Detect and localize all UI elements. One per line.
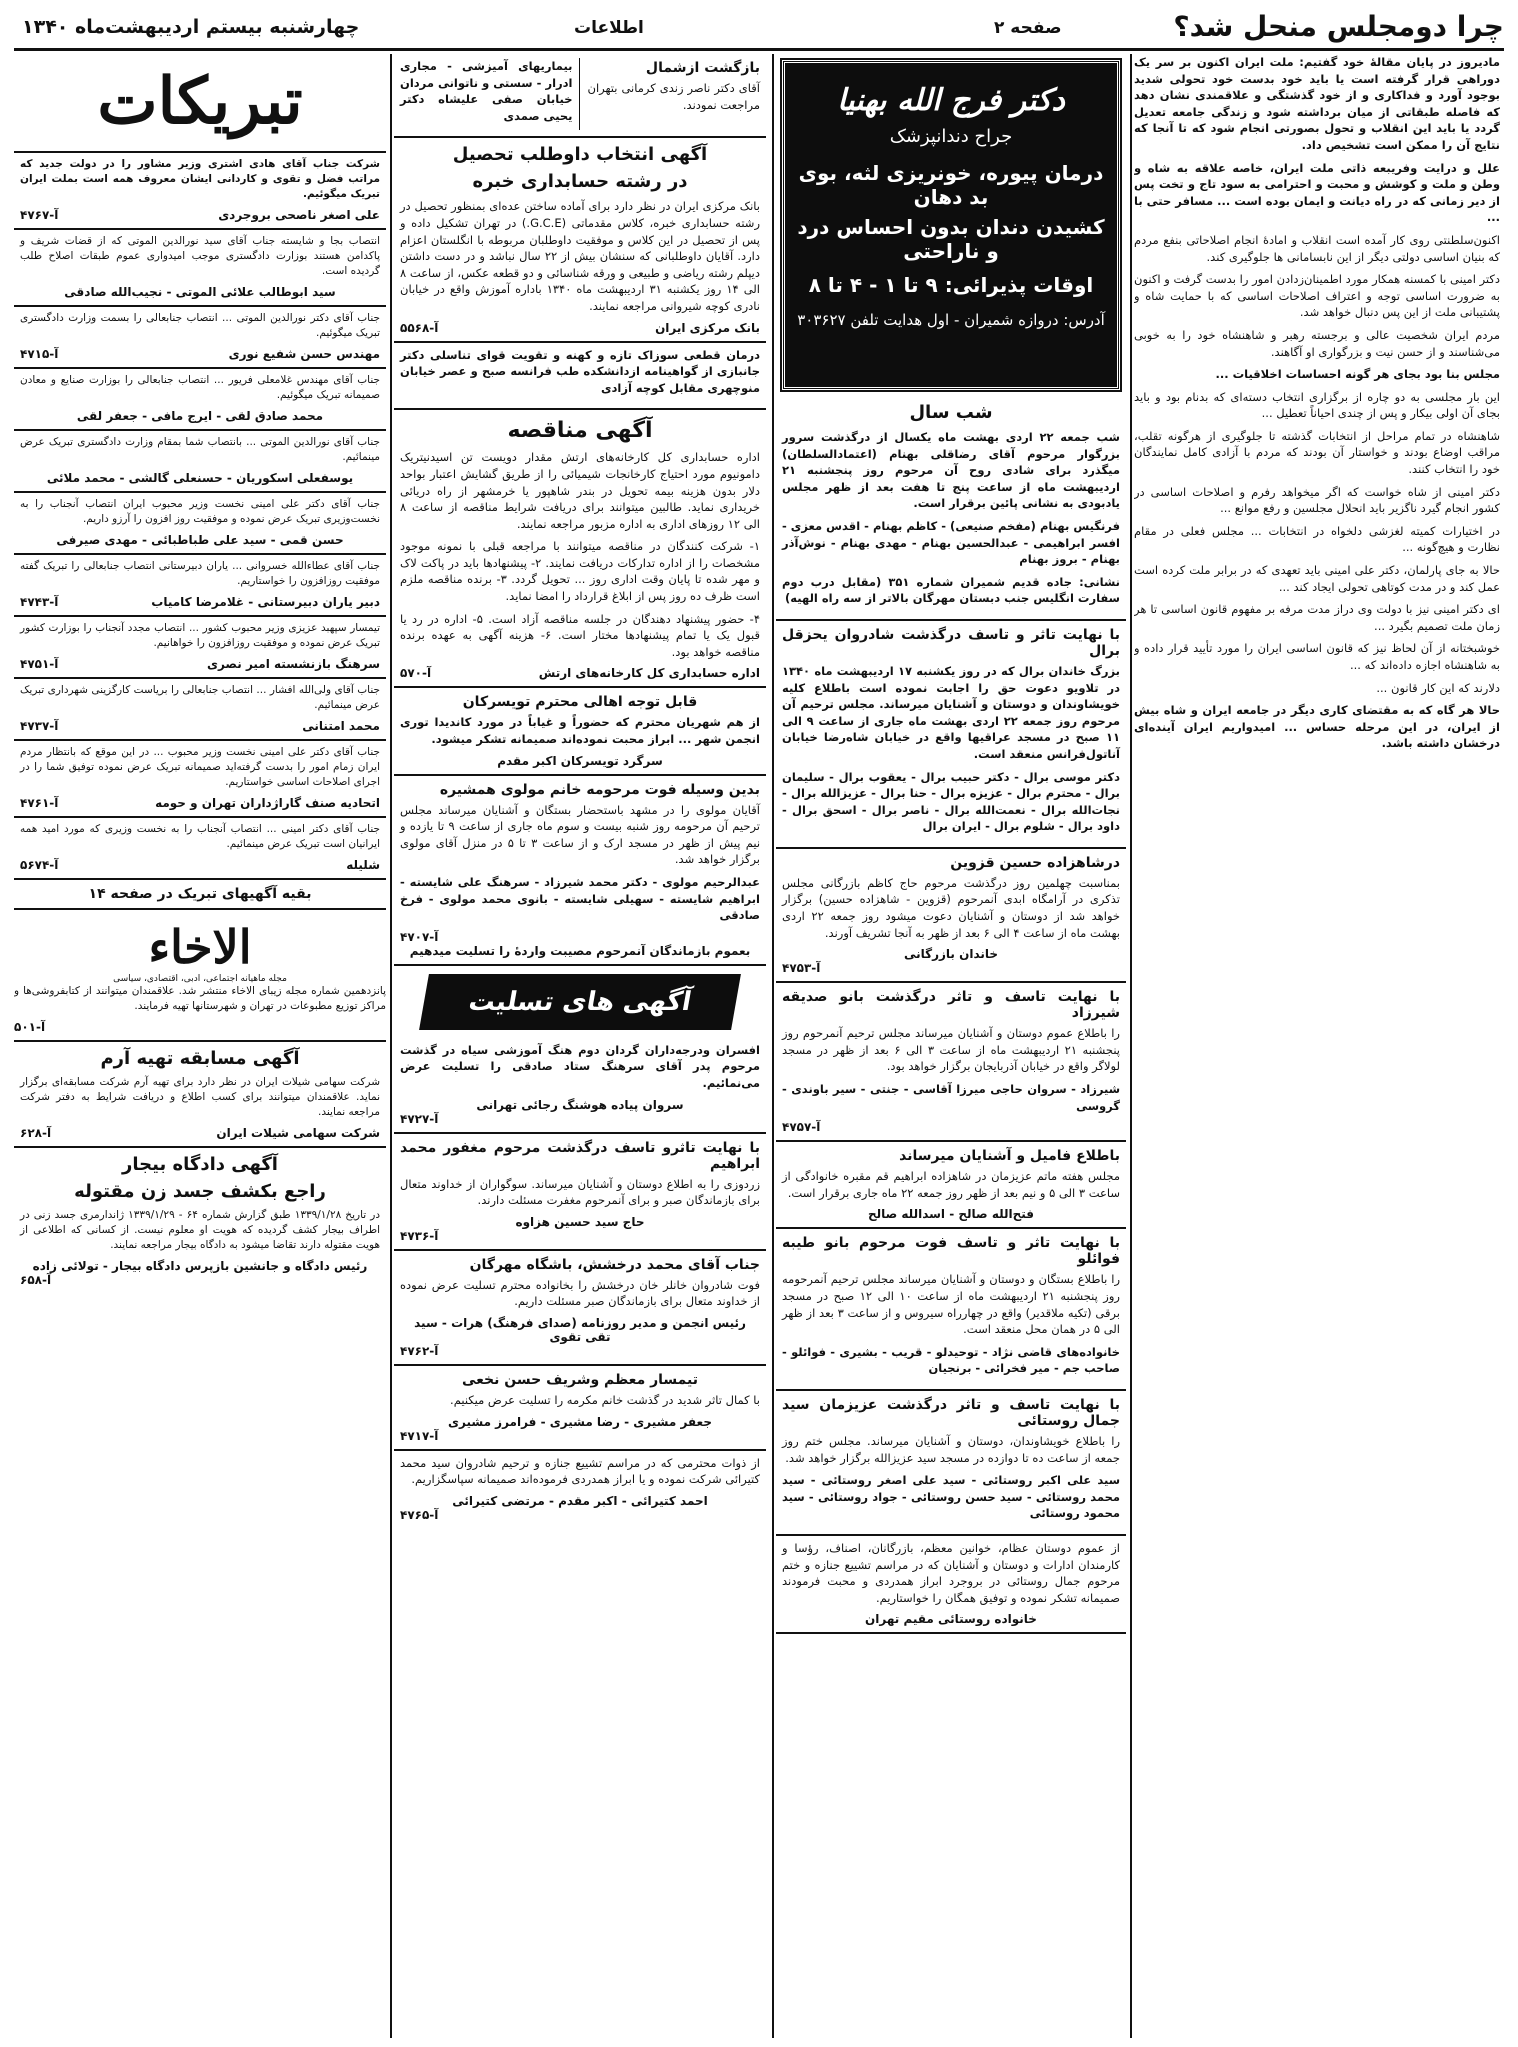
notice-body: بمناسبت چهلمین روز درگذشت مرحوم حاج کاظم بازرگانی مجلس تذکری در آرامگاه ابدی آنمرحوم (قزوین - شاهزاده حسین) برگزار خواهد شد از دوستان و آشنایان دعوت میشود روز جمعه ۲۲ اردی بهشت ماه از ساعت ۴ الی ۶ بعد از ظهر به آنجا تشریف آورند. — [782, 875, 1120, 940]
notice-names: شیرزاد - سروان حاجی میرزا آقاسی - جنتی - سیر باوندی - گروسی — [782, 1082, 1120, 1113]
magazine-tagline: مجله ماهیانه اجتماعی، ادبی، اقتصادی، سیاسی — [113, 974, 287, 984]
court-code: آ-۶۵۸ — [20, 1273, 52, 1287]
congrats-notice — [14, 617, 386, 679]
notice — [776, 1391, 1126, 1536]
dentist-services-2: کشیدن دندان بدون احساس درد و ناراحتی — [797, 215, 1105, 263]
notice-body: زردوزی را به اطلاع دوستان و آشنایان میرساند. سوگواران از خداوند متعال برای بازماندگان صبر و برای آنمرحوم مغفرت مسئلت دارند. — [400, 1176, 760, 1208]
advert-body: بانک مرکزی ایران در نظر دارد برای آماده ساختن عده‌ای بمنظور تحصیل در رشته حسابداری خبره، کلاس مقدماتی (G.C.E.) در تهران تشکیل داده و پس از تحصیل در این کلاس و موفقیت داوطلبان مربوطه با انگلستان اعزام دارد. آقایان داوطلبانی که سنشان بیش از ۲۲ سال نباشد و در دست داشتن دیپلم رشته ریاضی و طبیعی و ورقه شناسائی و دو قطعه عکس، از ساعت ۸ الی ۱۴ روز یکشنبه ۳۱ اردیبهشت ماه ۱۳۴۰ باداره آموزش واقع در خیابان نادری کوچه شیروانی مراجعه نمایند. — [400, 199, 761, 313]
congratulations-column — [14, 54, 386, 2038]
notice-code: آ-۴۷۵۳ — [782, 961, 821, 976]
notice — [776, 621, 1126, 849]
ads-column — [394, 54, 766, 2038]
congrats-body: جناب آقای نورالدین الموتی ... بانتصاب شما بمقام وزارت دادگستری تبریک عرض مینمائیم. — [20, 436, 380, 463]
congrats-notice — [14, 369, 386, 431]
notice-names: سید علی اکبر روستائی - سید علی اصغر روستائی - سید محمد روستائی - سید حسن روستائی - جواد روستائی - سید محمود روستائی — [782, 1473, 1120, 1521]
notice — [776, 1142, 1126, 1229]
congrats-body: جناب آقای عطاءالله خسروانی ... یاران دبیرستانی انتصاب جنابعالی را تبریک گفته موفقیت روزافزون را خواستاریم. — [20, 560, 380, 587]
congrats-body: جناب آقای مهندس غلامعلی فریور ... انتصاب جنابعالی را بوزارت صنایع و معادن صمیمانه تبریک میگوئیم. — [20, 374, 380, 401]
congrats-footer — [20, 796, 380, 810]
notice-title: با نهایت تاثر و تاسف فوت مرحوم بانو طیبه فوائلو — [782, 1235, 1120, 1268]
editorial-paragraph: علل و درایت وفریبعه ذاتی ملت ایران، خاصه علاقه به شاه و وطن و ملت و کوشش و محبت و احترامی به سود تاج و تخت پس از دیر زمانی که در راه دیانت و ایمان بوده است ... مسافر حتی با ... — [1134, 160, 1500, 225]
dentist-advert — [782, 60, 1120, 390]
contest-title: آگهی مسابقه تهیه آرم — [100, 1048, 300, 1069]
notice-body: فوت شادروان خانلر خان درخشش را بخانواده محترم تسلیت عرض نموده از خداوند متعال برای بازماندگان صبر مسئلت داریم. — [400, 1277, 760, 1309]
notice-signature: حاج سید حسین هزاوه — [515, 1214, 645, 1229]
congrats-signature: دبیر یاران دبیرستانی - غلامرضا کامیاب — [151, 595, 380, 609]
notice — [394, 1451, 766, 1528]
congrats-notice — [14, 741, 386, 818]
editorial-closing: حالا هر گاه که به مقتضای کاری دیگر در جامعه ایران و شاه بیش از ایران، در این مرحله حساس ... امیدواریم ایران آینده‌ای درخشان داشته باشد. — [1134, 703, 1500, 751]
editorial-paragraph: دلارند که این کار قانون ... — [1376, 680, 1500, 695]
magazine-body: پانزدهمین شماره مجله زیبای الاخاء منتشر شد. علاقمندان میتوانند از کتابفروشی‌ها و مراکز توزیع مطبوعات در تهران و شهرستانها تهیه فرمایند. — [14, 985, 386, 1012]
notice-code: آ-۴۷۵۷ — [782, 1120, 821, 1135]
congrats-body: جناب آقای دکتر امینی ... انتصاب آنجناب را به نخست وزیری که مورد امید همه ایرانیان است تبریک عرض مینمائیم. — [20, 823, 380, 850]
editorial-paragraph: شاهنشاه در تمام مراحل از انتخابات گذشته تا جلوگیری از هرگونه تقلب، مراقب اوضاع بودند و خواستار آن بودند که مردم با آزادی کامل نمایندگان خود را انتخاب کنند. — [1134, 428, 1500, 477]
notice-code: آ-۴۷۰۷ — [400, 929, 439, 944]
tender-code: آ-۵۷۰ — [400, 666, 432, 681]
congrats-body: انتصاب بجا و شایسته جناب آقای سید نورالدین الموتی که از قضات شریف و پاکدامن هستند بوزارت دادگستری موجب امیدواری عموم طبقات اصلاح طلب گردیده است. — [20, 235, 380, 277]
notice-names: عبدالرحیم مولوی - دکتر محمد شیرزاد - سرهنگ علی شایسته - ابراهیم شایسته - سهیلی شایسته - بانوی محمد مولوی - فرخ صادقی — [400, 875, 760, 923]
notice-signature: احمد کتیرائی - اکبر مقدم - مرتضی کتیرائی — [452, 1493, 708, 1508]
congrats-body: شرکت جناب آقای هادی اشتری وزیر مشاور را در دولت جدید که مراتب فضل و تقوی و کاردانی ایشان معروف همه است بملت ایران تبریک میگوئیم. — [20, 158, 380, 200]
notice-signature: جعفر مشیری - رضا مشیری - فرامرز مشیری — [448, 1414, 712, 1429]
congrats-footer — [20, 347, 380, 361]
notice-title: بدین وسیله فوت مرحومه خانم مولوی همشیره — [439, 781, 760, 798]
notice-body: از عموم دوستان عظام، خوانین معظم، بازرگانان، اصناف، رؤسا و کارمندان ادارات و دوستان و آشنایان که در مراسم تشییع جنازه و ختم مرحوم جمال روستائی در بروجرد ابراز همدردی و محبت فرمودند صمیمانه تشکر نموده و توفیق همگان را خواستاریم. — [782, 1540, 1120, 1605]
notice-body: مجلس هفته ماتم عزیزمان در شاهزاده ابراهیم قم مقبره خانوادگی از ساعت ۳ الی ۵ و نیم بعد از ظهر روز جمعه ۲۲ ماه جاری برقرار است. — [782, 1169, 1120, 1200]
notice — [394, 1134, 766, 1251]
congrats-signature: حسن قمی - سید علی طباطبائی - مهدی صیرفی — [56, 533, 344, 547]
congrats-code: آ-۴۷۴۳ — [20, 595, 59, 609]
editorial-paragraph: خوشبختانه از آن لحاظ نیز که قانون اساسی ایران را مورد تأیید قرار داده و به شاهنشاه اجازه داده‌اند که ... — [1134, 641, 1500, 672]
editorial-paragraph: در اختیارات کمیته لغزشی دلخواه در انتخابات ... مجلس فعلی در مقام نظارت و هیچ‌گونه ... — [1134, 523, 1500, 555]
congrats-signature: محمد صادق لقی - ایرج مافی - جعفر لقی — [76, 409, 324, 423]
congrats-code: آ-۴۷۶۷ — [20, 208, 59, 222]
congrats-code: آ-۴۷۵۱ — [20, 657, 59, 671]
court-body: در تاریخ ۱۳۳۹/۱/۲۸ طبق گزارش شماره ۶۴ - ۱۳۳۹/۱/۲۹ ژاندارمری جسد زنی در اطراف بیجار کشف گردیده که هویت او معلوم نیست. از کسانی که اطلاعی از هویت مقتوله دارند تقاضا میشود به دادگاه بیجار مراجعه نمایند. — [20, 1209, 381, 1251]
tender-signature: اداره حسابداری کل کارخانه‌های ارتش — [538, 666, 760, 681]
column-divider — [772, 54, 774, 2038]
notice-body: افسران ودرجه‌داران گردان دوم هنگ آموزشی سیاه در گذشت مرحوم پدر آقای سرهنگ ستاد صادقی را تسلیت عرض می‌نمائیم. — [400, 1042, 760, 1090]
court-notice — [14, 1148, 386, 1293]
advert-code: آ-۵۵۶۸ — [400, 320, 439, 335]
congrats-code: آ-۴۷۱۵ — [20, 347, 59, 361]
tender-footer — [400, 666, 760, 680]
newspaper-name: اطلاعات — [574, 18, 644, 38]
congrats-notice — [14, 230, 386, 307]
congrats-signature: مهندس حسن شفیع نوری — [228, 347, 380, 361]
congrats-notice — [14, 679, 386, 741]
continuation-note: بقیه آگهیهای تبریک در صفحه ۱۴ — [14, 882, 386, 910]
notice-title: با نهایت تاسف و تاثر درگذشت بانو صدیقه شیرزاد — [782, 989, 1120, 1022]
notice-code: آ-۴۷۶۲ — [400, 1343, 439, 1358]
logo-contest-advert — [14, 1042, 386, 1148]
notice-signature: خاندان بازرگانی — [903, 947, 999, 962]
dentist-specialty: جراح دندانپزشک — [889, 126, 1013, 147]
magazine-code: آ-۵۰۱ — [14, 1020, 46, 1034]
notice-title: جناب آقای محمد درخشش، باشگاه مهرگان — [469, 1256, 760, 1273]
notice-body: را باطلاع عموم دوستان و آشنایان میرساند مجلس ترحیم آنمرحوم روز پنجشنبه ۲۱ اردیبهشت ماه از ساعت ۳ الی ۶ بعد از ظهر در مسجد لولاگر واقع در خیابان آذربایجان برگزار خواهد بود. — [782, 1026, 1120, 1074]
editorial-paragraph: اکنون‌سلطنتی روی کار آمده است انقلاب و امادهٔ انجام اصلاحاتی بنفع مردم که بنیان اساسی دولتی دیگر از این نابسامانی ها جلوگیری کند. — [1134, 232, 1500, 264]
notice-title: باطلاع فامیل و آشنایان میرساند — [899, 1148, 1120, 1165]
notice-body: از هم شهریان محترم که حضوراً و غیاباً در مورد کاندیدا توری انجمن شهر ... ابراز محبت نموده‌اند صمیمانه تشکر میشود. — [400, 715, 760, 747]
advert-footer — [400, 321, 760, 335]
issue-date: چهارشنبه بیستم اردیبهشت‌ماه ۱۳۴۰ — [22, 16, 360, 38]
notice — [776, 396, 1126, 621]
congrats-signature: اتحادیه صنف گاراژداران تهران و حومه — [155, 796, 380, 810]
court-title: آگهی دادگاه بیجار — [122, 1154, 278, 1175]
notice-body: از ذوات محترمی که در مراسم تشییع جنازه و ترحیم شادروان سید محمد کتیرائی شرکت نموده و یا ابراز همدردی فرموده‌اند صمیمانه سپاسگزاریم. — [400, 1455, 760, 1487]
congrats-signature: محمد امتنانی — [302, 719, 380, 733]
advert-body: درمان قطعی سوزاک تازه و کهنه و تقویت قوای تناسلی دکتر جانبازی از گواهینامه ازدانشکده طب فرانسه صبح و عصر خیابان منوچهری مقابل کوچه آزادی — [400, 347, 760, 395]
congrats-signature: علی اصغر ناصحی بروجردی — [218, 208, 380, 222]
notice-names: خانواده‌های قاضی نژاد - توحیدلو - قریب - بشیری - فوائلو - صاحب جم - میر فخرائی - برنجیان — [782, 1344, 1120, 1376]
notice-names: دکتر موسی برال - دکتر حبیب برال - یعقوب برال - سلیمان برال - محترم برال - عزیزه برال - حنا برال - عزیزالله برال - نجات‌الله برال - نعمت‌الله برال - ناصر برال - اسحق برال - داود برال - شلوم برال - ایران برال — [782, 769, 1120, 834]
notice — [776, 1229, 1126, 1391]
congrats-notice — [14, 153, 386, 230]
congrats-footer — [20, 595, 380, 609]
court-signature: رئیس دادگاه و جانشین بازپرس دادگاه بیجار - تولائی زاده — [32, 1259, 368, 1273]
notice-body: با کمال تاثر شدید در گذشت خانم مکرمه را تسلیت عرض میکنیم. — [450, 1392, 760, 1407]
tender-title: آگهی مناقصه — [507, 418, 653, 444]
dentist-name: دکتر فرج الله بهنیا — [837, 83, 1065, 118]
dentist-hours: اوقات پذیرائی: ۹ تا ۱ - ۴ تا ۸ — [808, 273, 1094, 297]
dentist-address: آدرس: دروازه شمیران - اول هدایت تلفن ۳۰۳۶۲۷ — [797, 311, 1105, 329]
notice — [776, 849, 1126, 983]
notice — [394, 688, 766, 775]
editorial-paragraph: این بار مجلسی به دو چاره از برگزاری انتخاب دسته‌ای که بدنام بود و باید بجای آن اولی بیکار و پس از چندی احیاناً تعطیل ... — [1134, 389, 1500, 421]
congrats-signature: سرهنگ بازنشسته امیر نصری — [206, 657, 380, 671]
congrats-signature: شلیله — [346, 858, 380, 872]
notice-title: درشاهزاده حسین قزوین — [950, 854, 1120, 871]
column-divider — [1130, 54, 1132, 2038]
condolence-banner: آگهی های تسلیت — [419, 974, 741, 1030]
notice-code: آ-۴۷۶۵ — [400, 1507, 439, 1522]
court-subtitle: راجع بکشف جسد زن مقتوله — [74, 1181, 326, 1202]
notice-signature: سرگرد تویسرکان اکبر مقدم — [497, 753, 663, 768]
clinic-advert — [394, 343, 766, 411]
notice-signature: رئیس انجمن و مدیر روزنامه (صدای فرهنگ) هرات - سید تقی تقوی — [414, 1315, 746, 1344]
notice-body: آقایان مولوی را در مشهد باستحضار بستگان و آشنایان میرساند مجلس ترحیم آن مرحومه روز شنبه بیست و سوم ماه جاری از ساعت ۹ تا یازده و نیم پیش از ظهر در مسجد ارک و از ساعت ۳ تا ۵ در منزل آقای مولوی برگزار خواهد شد. — [400, 802, 761, 867]
editorial-paragraph: دکتر امینی با کمسنه همکار مورد اطمینان‌زدادن امور را بدست گرفت و اکنون به ضرورت اساسی توجه و اعتراف اصلاحات اساسی که با حمایت شاه و پشتیبانی ملت از این پس دنبال خواهد شد. — [1134, 272, 1500, 320]
page-number: صفحه ۲ — [994, 18, 1062, 38]
notice — [588, 58, 761, 130]
notice — [776, 983, 1126, 1142]
congrats-notice — [14, 555, 386, 617]
congrats-notice — [14, 431, 386, 493]
notice — [394, 1038, 766, 1134]
congrats-body: تیمسار سپهبد عزیزی وزیر محبوب کشور ... انتصاب مجدد آنجناب را بوزارت کشور تبریک عرض نموده و موفقیت روزافزون را خواهانیم. — [20, 622, 380, 649]
notice-body: بیماریهای آمیزشی - مجاری ادرار - سستی و ناتوانی مردان خیابان صفی علیشاه دکتر یحیی صمدی — [400, 59, 573, 123]
congrats-notice — [14, 493, 386, 555]
contest-body: شرکت سهامی شیلات ایران در نظر دارد برای تهیه آرم شرکت مسابقه‌ای برگزار نماید. علاقمندان میتوانند برای کسب اطلاع و دریافت شرایط به دفتر شرکت مراجعه نمایند. — [20, 1076, 380, 1118]
notices-column — [776, 54, 1126, 2038]
editorial-paragraph: مردم ایران شخصیت عالی و برجسته رهبر و شاهنشاه خود را به خوبی می‌شناسند و از حسن نیت و بزرگواری او آگاهند. — [1134, 327, 1500, 359]
notice-title: بازگشت ازشمال — [645, 60, 760, 76]
congrats-notice — [14, 818, 386, 880]
advert-signature: بانک مرکزی ایران — [655, 320, 760, 335]
congratulations-masthead: تبریکات — [14, 54, 386, 153]
advert-title: آگهی انتخاب داوطلب تحصیل — [452, 144, 708, 166]
notice-title: تیمسار معظم وشریف حسن نخعی — [461, 1371, 699, 1388]
notice-names: فرنگیس بهنام (مفخم صنیعی) - کاظم بهنام - اقدس معزی - افسر ابراهیمی - عبدالحسین بهنام - مهدی بهنام - نوش‌آذر بهنام - بروز بهنام — [782, 518, 1120, 567]
dentist-services: درمان پیوره، خونریزی لثه، بوی بد دهان — [798, 161, 1104, 209]
tender-notice — [394, 410, 766, 688]
article-title: چرا دومجلس منحل شد؟ — [1173, 10, 1504, 43]
notice-signature: فتح‌الله صالح - اسدالله صالح — [867, 1207, 1035, 1222]
notice-row — [394, 54, 766, 138]
editorial-column — [1134, 54, 1500, 2038]
congrats-signature: یوسفعلی اسکوریان - حسنعلی گالشی - محمد ملائی — [46, 471, 354, 485]
congrats-body: جناب آقای دکتر علی امینی نخست وزیر محبوب ... در این موقع که بانتظار مردم ایران زمام امور را بدست گرفته‌اید صمیمانه تبریک عرض نموده توفیق شما را در اجرای اصلاحات اساسی خواستاریم. — [20, 746, 380, 788]
magazine-advert — [14, 914, 386, 1042]
editorial-paragraph: مادیروز در پایان مقالهٔ خود گفتیم: ملت ایران اکنون بر سر یک دوراهی قرار گرفته است یا باید خود بدست خود تحولی شدید بوجود آورد و فداکاری و از خود گذشتگی و علاقمندی نشان دهد که فاصله طبقاتی از میان برداشته شود و زندگی جامعه تعدیل گردد یا باید این انقلاب و تحول بصورتی انجام شود که تا آنجا که نتایج آن را ممکن است تشخیص داد. — [1134, 55, 1500, 152]
notice — [400, 58, 580, 130]
notice — [394, 1251, 766, 1366]
editorial-paragraph: دکتر امینی از شاه خواست که اگر میخواهد رفرم و اصلاحات اساسی در کشور انجام گیرد ناگزیر باید انحلال مجلسین و رفع موانع ... — [1134, 484, 1500, 516]
contest-code: آ-۶۲۸ — [20, 1126, 52, 1140]
newspaper-page — [14, 10, 1504, 2038]
congrats-code: آ-۵۶۷۴ — [20, 858, 59, 872]
notice-title: شب سال — [909, 402, 993, 423]
editorial-paragraph: حالا به جای پارلمان، دکتر علی امینی باید تعهدی که در برابر ملت کرده است عمل کند و در مدت کوتاهی تحولی ایجاد کند ... — [1134, 563, 1500, 594]
editorial-paragraph: ای دکتر امینی نیز با دولت وی دراز مدت مرفه بر مفهوم قانون اساسی تا هر زمان ملت تصمیم بگیرد ... — [1134, 602, 1500, 633]
notice-title: با نهایت تاثرو تاسف درگذشت مرحوم مغفور محمد ابراهیم — [400, 1139, 760, 1172]
tender-body: ۱- شرکت کنندگان در مناقصه میتوانند با مراجعه قبلی با نمونه موجود مشخصات را از اداره تدارکات دریافت نمایند. ۲- پیشنهادها باید در پاکت لاک و مهر شده تا پایان وقت اداری روز ... تحویل گردد. ۳- برنده مناقصه ملزم است ظرف ده روز پس از ابلاغ قرارداد را امضا نماید. — [400, 539, 760, 604]
notice-address: نشانی: جاده قدیم شمیران شماره ۳۵۱ (مقابل درب دوم سفارت انگلیس جنب دبستان مهرگان بالاتر از سه راه الهیه) — [782, 574, 1120, 606]
congrats-footer — [20, 858, 380, 872]
tender-body: ۴- حضور پیشنهاد دهندگان در جلسه مناقصه آزاد است. ۵- اداره در رد یا قبول یک یا تمام پیشنهادها مختار است. ۶- هزینه آگهی به عهده برنده مناقصه خواهد بود. — [400, 611, 760, 659]
congrats-footer — [20, 208, 380, 222]
notice — [394, 1366, 766, 1451]
congrats-body: جناب آقای ولی‌الله افشار ... انتصاب جنابعالی را بریاست کارگزینی شهرداری تبریک عرض مینمائیم. — [20, 684, 380, 711]
congrats-body: جناب آقای دکتر نورالدین الموتی ... انتصاب جنابعالی را بسمت وزارت دادگستری تبریک میگوئیم. — [20, 312, 380, 339]
congrats-body: جناب آقای دکتر علی امینی نخست وزیر محبوب ایران انتصاب آنجناب را به نخست‌وزیری تبریک عرض نموده و موفقیت روز افزون را آرزو داریم. — [20, 498, 380, 525]
notice-code: آ-۴۷۲۷ — [400, 1111, 439, 1126]
congrats-footer — [20, 657, 380, 671]
notice-body: بزرگ خاندان برال که در روز یکشنبه ۱۷ اردیبهشت ماه ۱۳۴۰ در تلاویو دعوت حق را اجابت نموده است باطلاع کلیه خویشاوندان و دوستان و آشنایان میرساند. مجلس ترحیم آن مرحوم روز جمعه ۲۲ اردی بهشت ماه جاری از ساعت ۹ الی ۱۱ صبح در مسجد عراقیها واقع در خیابان شاه‌رضا خیابان آناتول‌فرانس منعقد است. — [782, 663, 1120, 761]
notice — [776, 1536, 1126, 1634]
notice-body: آقای دکتر ناصر زندی کرمانی بتهران مراجعت نمودند. — [587, 81, 760, 112]
notice-title: با نهایت تاسف و تاثر درگذشت عزیزمان سید جمال روستائی — [782, 1396, 1120, 1429]
contest-signature: شرکت سهامی شیلات ایران — [216, 1126, 380, 1140]
notice-title: با نهایت تاثر و تاسف درگذشت شادروان یحزقل برال — [782, 626, 1120, 659]
bank-advert — [394, 138, 766, 342]
notice-title: قابل توجه اهالی محترم تویسرکان — [462, 694, 698, 711]
editorial-subheading: مجلس بنا بود بجای هر گونه احساسات اخلاقیات ... — [1215, 367, 1500, 382]
notice-body: شب جمعه ۲۲ اردی بهشت ماه یکسال از درگذشت سرور بزرگوار مرحوم آقای رضاقلی بهنام (اعتمادالسلطان) میگذرد برای شادی روح آن مرحوم روز پنجشنبه ۲۱ اردیبهشت ماه از ساعت پنج تا هفت بعد از ظهر مجلس یادبودی به نشانی پائین برقرار است. — [782, 430, 1120, 511]
congrats-code: آ-۴۷۳۷ — [20, 719, 59, 733]
page-header — [14, 10, 1504, 51]
congrats-code: آ-۴۷۶۱ — [20, 796, 59, 810]
notice-code: آ-۴۷۳۶ — [400, 1228, 439, 1243]
congrats-signature: سید ابوطالب علائی الموتی - نجیب‌الله صادقی — [64, 285, 336, 299]
notice-code: آ-۴۷۱۷ — [400, 1428, 439, 1443]
column-divider — [390, 54, 392, 2038]
notice-signature: سروان پیاده هوشنگ رجائی تهرانی — [476, 1097, 684, 1112]
notice-body: را باطلاع بستگان و دوستان و آشنایان میرساند مجلس ترحیم آنمرحومه روز پنجشنبه ۲۱ اردیبهشت ماه از ساعت ۱۰ الی ۱۲ صبح در مسجد برقی (تکیه ملاقدیر) واقع در چهارراه سیروس و از ساعت ۳ بعد از ظهر الی ۵ در همان محل منعقد است. — [782, 1272, 1120, 1337]
contest-footer — [20, 1126, 380, 1140]
magazine-logo: الاخاء — [148, 920, 252, 974]
notice-body: را باطلاع خویشاوندان، دوستان و آشنایان میرساند. مجلس ختم روز جمعه از ساعت ده تا دوازده در مسجد سید عزیزالله برگزار خواهد شد. — [782, 1433, 1120, 1465]
advert-subtitle: در رشته حسابداری خبره — [472, 171, 688, 193]
notice-signature: خانواده روستائی مقیم تهران — [865, 1612, 1037, 1627]
congrats-notice — [14, 307, 386, 369]
congrats-footer — [20, 719, 380, 733]
tender-body: اداره حسابداری کل کارخانه‌های ارتش مقدار دویست تن اسیدنیتریک دامونیوم مورد احتیاج کارخانجات شیمیائی را از طریق گشایش اعتبار بواحد دلار بدون هزینه بیمه تحویل در بندر شاهپور یا خرمشهر از راه دریائی خریداری نماید. طالبین میتوانند برای دریافت شرایط مناقصه از ساعت ۸ الی ۱۲ روزهای اداری به اداره مزبور مراجعه نمایند. — [400, 450, 760, 531]
notice-footer: بعموم بازماندگان آنمرحوم مصیبت واردهٔ را تسلیت میدهیم — [409, 943, 751, 958]
notice — [394, 776, 766, 966]
